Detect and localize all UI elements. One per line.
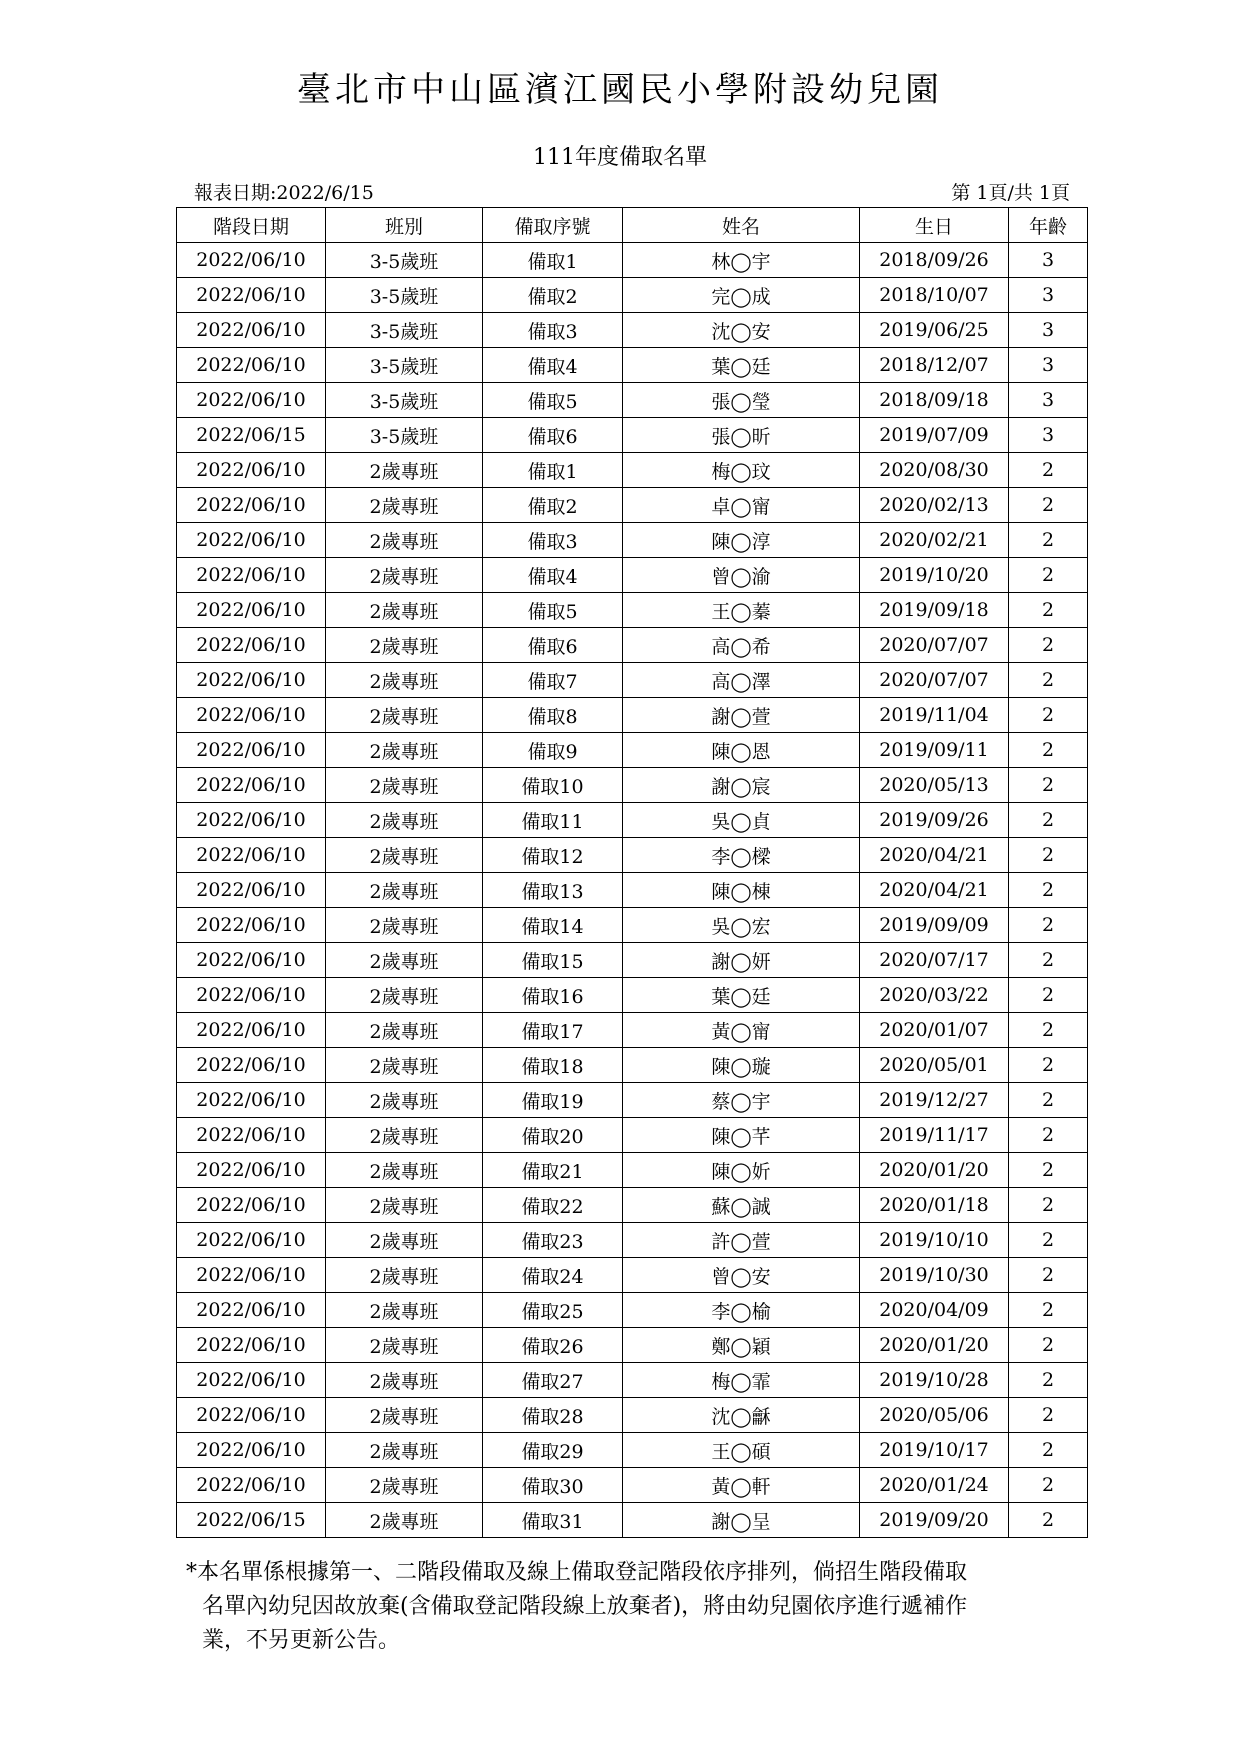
cell-name: 謝◯呈 [623,1503,860,1538]
table-row [177,278,1088,313]
cell-age: 2 [1009,1468,1088,1503]
cell-name: 曾◯渝 [623,558,860,593]
cell-name: 高◯希 [623,628,860,663]
table-row [177,943,1088,978]
table-row [177,663,1088,698]
cell-birthday: 2019/10/28 [860,1363,1009,1398]
cell-waitlist-no: 備取7 [483,663,623,698]
cell-age: 2 [1009,593,1088,628]
cell-stage-date: 2022/06/10 [177,1258,326,1293]
cell-birthday: 2020/01/24 [860,1468,1009,1503]
cell-stage-date: 2022/06/10 [177,663,326,698]
cell-waitlist-no: 備取23 [483,1223,623,1258]
cell-name: 葉◯廷 [623,978,860,1013]
cell-age: 2 [1009,1328,1088,1363]
col-header-name: 姓名 [623,208,860,243]
cell-name: 黃◯軒 [623,1468,860,1503]
table-row [177,1468,1088,1503]
cell-waitlist-no: 備取28 [483,1398,623,1433]
cell-birthday: 2020/01/07 [860,1013,1009,1048]
cell-name: 陳◯棟 [623,873,860,908]
cell-waitlist-no: 備取8 [483,698,623,733]
cell-stage-date: 2022/06/10 [177,1328,326,1363]
cell-name: 謝◯宸 [623,768,860,803]
cell-waitlist-no: 備取27 [483,1363,623,1398]
col-header-waitlist-no: 備取序號 [483,208,623,243]
cell-waitlist-no: 備取5 [483,383,623,418]
cell-name: 謝◯妍 [623,943,860,978]
cell-birthday: 2018/09/26 [860,243,1009,278]
cell-birthday: 2019/10/10 [860,1223,1009,1258]
cell-class: 2歲專班 [326,768,483,803]
cell-age: 3 [1009,348,1088,383]
cell-age: 2 [1009,1293,1088,1328]
cell-class: 2歲專班 [326,1118,483,1153]
cell-stage-date: 2022/06/10 [177,558,326,593]
cell-waitlist-no: 備取19 [483,1083,623,1118]
cell-birthday: 2019/09/20 [860,1503,1009,1538]
cell-stage-date: 2022/06/10 [177,278,326,313]
cell-name: 曾◯安 [623,1258,860,1293]
cell-stage-date: 2022/06/10 [177,978,326,1013]
cell-stage-date: 2022/06/10 [177,488,326,523]
cell-age: 2 [1009,733,1088,768]
table-row [177,1363,1088,1398]
cell-birthday: 2020/05/06 [860,1398,1009,1433]
table-row [177,1223,1088,1258]
cell-birthday: 2019/09/18 [860,593,1009,628]
cell-birthday: 2020/02/21 [860,523,1009,558]
cell-class: 2歲專班 [326,1293,483,1328]
cell-birthday: 2019/10/20 [860,558,1009,593]
cell-age: 2 [1009,1503,1088,1538]
cell-name: 梅◯玟 [623,453,860,488]
cell-name: 李◯樑 [623,838,860,873]
cell-name: 吳◯貞 [623,803,860,838]
cell-age: 2 [1009,1363,1088,1398]
cell-age: 2 [1009,803,1088,838]
cell-stage-date: 2022/06/10 [177,1013,326,1048]
cell-birthday: 2020/07/07 [860,628,1009,663]
cell-class: 2歲專班 [326,908,483,943]
cell-waitlist-no: 備取10 [483,768,623,803]
cell-age: 2 [1009,628,1088,663]
cell-waitlist-no: 備取29 [483,1433,623,1468]
cell-stage-date: 2022/06/10 [177,698,326,733]
cell-birthday: 2020/04/09 [860,1293,1009,1328]
cell-name: 林◯宇 [623,243,860,278]
table-row [177,1503,1088,1538]
cell-name: 許◯萱 [623,1223,860,1258]
cell-name: 張◯昕 [623,418,860,453]
cell-class: 2歲專班 [326,1188,483,1223]
cell-stage-date: 2022/06/10 [177,593,326,628]
cell-waitlist-no: 備取4 [483,558,623,593]
cell-class: 2歲專班 [326,873,483,908]
cell-class: 2歲專班 [326,663,483,698]
page-title: 臺北市中山區濱江國民小學附設幼兒園 [297,70,943,110]
col-header-birthday: 生日 [860,208,1009,243]
cell-age: 2 [1009,488,1088,523]
cell-stage-date: 2022/06/10 [177,733,326,768]
cell-class: 2歲專班 [326,1153,483,1188]
cell-stage-date: 2022/06/10 [177,313,326,348]
table-row [177,593,1088,628]
table-row [177,803,1088,838]
cell-stage-date: 2022/06/10 [177,1188,326,1223]
cell-birthday: 2020/01/18 [860,1188,1009,1223]
table-row [177,243,1088,278]
cell-birthday: 2019/10/17 [860,1433,1009,1468]
cell-waitlist-no: 備取1 [483,453,623,488]
table-row [177,768,1088,803]
cell-age: 3 [1009,243,1088,278]
table-row [177,873,1088,908]
cell-age: 3 [1009,383,1088,418]
cell-class: 2歲專班 [326,1398,483,1433]
table-row [177,1083,1088,1118]
cell-name: 陳◯淳 [623,523,860,558]
cell-stage-date: 2022/06/10 [177,1433,326,1468]
cell-waitlist-no: 備取26 [483,1328,623,1363]
footnote-line-3: 業，不另更新公告。 [202,1628,401,1653]
table-row [177,1048,1088,1083]
table-row [177,453,1088,488]
page-info: 第 1頁/共 1頁 [951,182,1070,204]
cell-waitlist-no: 備取18 [483,1048,623,1083]
table-row [177,1293,1088,1328]
cell-name: 梅◯霏 [623,1363,860,1398]
table-row [177,1153,1088,1188]
cell-age: 3 [1009,278,1088,313]
cell-waitlist-no: 備取2 [483,278,623,313]
cell-stage-date: 2022/06/10 [177,1048,326,1083]
table-row [177,908,1088,943]
cell-name: 卓◯甯 [623,488,860,523]
cell-age: 2 [1009,558,1088,593]
cell-class: 2歲專班 [326,698,483,733]
cell-waitlist-no: 備取14 [483,908,623,943]
cell-waitlist-no: 備取22 [483,1188,623,1223]
cell-name: 高◯澤 [623,663,860,698]
cell-waitlist-no: 備取3 [483,523,623,558]
table-row [177,383,1088,418]
cell-stage-date: 2022/06/10 [177,1363,326,1398]
cell-waitlist-no: 備取3 [483,313,623,348]
cell-stage-date: 2022/06/10 [177,1398,326,1433]
cell-age: 2 [1009,1188,1088,1223]
cell-waitlist-no: 備取15 [483,943,623,978]
cell-age: 2 [1009,1398,1088,1433]
cell-class: 3-5歲班 [326,348,483,383]
cell-age: 3 [1009,313,1088,348]
cell-birthday: 2020/03/22 [860,978,1009,1013]
cell-waitlist-no: 備取13 [483,873,623,908]
cell-age: 2 [1009,873,1088,908]
table-row [177,1188,1088,1223]
cell-name: 陳◯恩 [623,733,860,768]
cell-birthday: 2019/12/27 [860,1083,1009,1118]
cell-class: 2歲專班 [326,1328,483,1363]
table-row [177,418,1088,453]
cell-name: 王◯蓁 [623,593,860,628]
cell-class: 2歲專班 [326,1503,483,1538]
report-meta [194,178,1070,205]
report-date: 報表日期:2022/6/15 [194,182,374,204]
cell-birthday: 2019/10/30 [860,1258,1009,1293]
cell-stage-date: 2022/06/10 [177,1083,326,1118]
cell-birthday: 2020/01/20 [860,1153,1009,1188]
cell-waitlist-no: 備取6 [483,418,623,453]
cell-name: 完◯成 [623,278,860,313]
cell-age: 2 [1009,1083,1088,1118]
col-header-age: 年齡 [1009,208,1088,243]
cell-class: 3-5歲班 [326,418,483,453]
cell-class: 2歲專班 [326,1223,483,1258]
cell-stage-date: 2022/06/10 [177,453,326,488]
table-row [177,1398,1088,1433]
table-header-row [177,208,1088,243]
cell-age: 2 [1009,1433,1088,1468]
cell-age: 2 [1009,768,1088,803]
table-row [177,1118,1088,1153]
cell-age: 2 [1009,698,1088,733]
cell-waitlist-no: 備取11 [483,803,623,838]
cell-class: 2歲專班 [326,733,483,768]
cell-class: 2歲專班 [326,1013,483,1048]
cell-name: 陳◯璇 [623,1048,860,1083]
cell-stage-date: 2022/06/10 [177,803,326,838]
table-body [177,243,1088,1538]
cell-birthday: 2019/09/11 [860,733,1009,768]
cell-name: 陳◯妡 [623,1153,860,1188]
cell-name: 李◯榆 [623,1293,860,1328]
cell-class: 2歲專班 [326,1083,483,1118]
cell-class: 2歲專班 [326,1468,483,1503]
table-row [177,628,1088,663]
table-row [177,1328,1088,1363]
cell-birthday: 2018/10/07 [860,278,1009,313]
table-row [177,1013,1088,1048]
cell-age: 2 [1009,453,1088,488]
cell-class: 3-5歲班 [326,313,483,348]
cell-stage-date: 2022/06/10 [177,943,326,978]
cell-waitlist-no: 備取16 [483,978,623,1013]
cell-stage-date: 2022/06/10 [177,243,326,278]
cell-stage-date: 2022/06/10 [177,1153,326,1188]
cell-class: 2歲專班 [326,1258,483,1293]
table-row [177,523,1088,558]
cell-age: 2 [1009,943,1088,978]
table-row [177,348,1088,383]
cell-age: 3 [1009,418,1088,453]
cell-birthday: 2019/09/26 [860,803,1009,838]
cell-name: 沈◯安 [623,313,860,348]
cell-waitlist-no: 備取24 [483,1258,623,1293]
cell-waitlist-no: 備取12 [483,838,623,873]
cell-birthday: 2020/02/13 [860,488,1009,523]
cell-birthday: 2020/08/30 [860,453,1009,488]
cell-birthday: 2019/07/09 [860,418,1009,453]
cell-birthday: 2019/11/17 [860,1118,1009,1153]
table-row [177,733,1088,768]
cell-waitlist-no: 備取30 [483,1468,623,1503]
cell-stage-date: 2022/06/10 [177,838,326,873]
cell-name: 吳◯宏 [623,908,860,943]
cell-age: 2 [1009,523,1088,558]
table-row [177,978,1088,1013]
cell-name: 謝◯萱 [623,698,860,733]
table-row [177,1433,1088,1468]
footnote-line-1: *本名單係根據第一、二階段備取及線上備取登記階段依序排列，倘招生階段備取 [186,1560,968,1585]
cell-birthday: 2018/12/07 [860,348,1009,383]
cell-birthday: 2019/09/09 [860,908,1009,943]
cell-stage-date: 2022/06/10 [177,348,326,383]
cell-name: 鄭◯穎 [623,1328,860,1363]
cell-age: 2 [1009,1118,1088,1153]
cell-class: 2歲專班 [326,488,483,523]
page-subtitle: 111年度備取名單 [533,145,707,170]
cell-birthday: 2019/11/04 [860,698,1009,733]
cell-class: 2歲專班 [326,1433,483,1468]
cell-age: 2 [1009,838,1088,873]
col-header-stage-date: 階段日期 [177,208,326,243]
cell-age: 2 [1009,1048,1088,1083]
cell-waitlist-no: 備取20 [483,1118,623,1153]
table-row [177,838,1088,873]
cell-class: 2歲專班 [326,978,483,1013]
cell-stage-date: 2022/06/10 [177,1223,326,1258]
cell-birthday: 2020/07/17 [860,943,1009,978]
footnote-line-2: 名單內幼兒因故放棄(含備取登記階段線上放棄者)，將由幼兒園依序進行遞補作 [202,1594,968,1619]
table-row [177,488,1088,523]
cell-class: 2歲專班 [326,558,483,593]
cell-name: 蔡◯宇 [623,1083,860,1118]
cell-class: 3-5歲班 [326,278,483,313]
cell-birthday: 2020/05/01 [860,1048,1009,1083]
cell-stage-date: 2022/06/10 [177,873,326,908]
cell-age: 2 [1009,1153,1088,1188]
cell-name: 王◯碩 [623,1433,860,1468]
footnote [186,1556,1086,1658]
cell-stage-date: 2022/06/10 [177,383,326,418]
cell-waitlist-no: 備取17 [483,1013,623,1048]
cell-class: 2歲專班 [326,943,483,978]
table-row [177,1258,1088,1293]
cell-class: 2歲專班 [326,803,483,838]
cell-waitlist-no: 備取25 [483,1293,623,1328]
cell-class: 2歲專班 [326,628,483,663]
cell-birthday: 2020/04/21 [860,838,1009,873]
cell-waitlist-no: 備取1 [483,243,623,278]
cell-waitlist-no: 備取31 [483,1503,623,1538]
cell-waitlist-no: 備取21 [483,1153,623,1188]
cell-class: 2歲專班 [326,838,483,873]
cell-stage-date: 2022/06/15 [177,418,326,453]
waitlist-table [176,207,1088,1538]
cell-name: 黃◯甯 [623,1013,860,1048]
cell-name: 蘇◯誠 [623,1188,860,1223]
cell-class: 3-5歲班 [326,243,483,278]
cell-name: 葉◯廷 [623,348,860,383]
cell-waitlist-no: 備取9 [483,733,623,768]
cell-birthday: 2020/05/13 [860,768,1009,803]
cell-waitlist-no: 備取6 [483,628,623,663]
cell-birthday: 2020/07/07 [860,663,1009,698]
cell-waitlist-no: 備取2 [483,488,623,523]
cell-stage-date: 2022/06/10 [177,628,326,663]
cell-age: 2 [1009,663,1088,698]
cell-age: 2 [1009,1013,1088,1048]
cell-birthday: 2019/06/25 [860,313,1009,348]
cell-birthday: 2020/01/20 [860,1328,1009,1363]
cell-age: 2 [1009,978,1088,1013]
cell-waitlist-no: 備取4 [483,348,623,383]
cell-stage-date: 2022/06/10 [177,1118,326,1153]
cell-class: 3-5歲班 [326,383,483,418]
cell-stage-date: 2022/06/10 [177,908,326,943]
cell-age: 2 [1009,1258,1088,1293]
cell-age: 2 [1009,1223,1088,1258]
cell-name: 陳◯芊 [623,1118,860,1153]
cell-stage-date: 2022/06/10 [177,1468,326,1503]
cell-name: 沈◯龢 [623,1398,860,1433]
cell-birthday: 2018/09/18 [860,383,1009,418]
table-row [177,558,1088,593]
table-row [177,313,1088,348]
cell-class: 2歲專班 [326,523,483,558]
col-header-class: 班別 [326,208,483,243]
cell-stage-date: 2022/06/15 [177,1503,326,1538]
cell-class: 2歲專班 [326,593,483,628]
cell-class: 2歲專班 [326,1048,483,1083]
cell-stage-date: 2022/06/10 [177,768,326,803]
cell-class: 2歲專班 [326,1363,483,1398]
table-row [177,698,1088,733]
cell-class: 2歲專班 [326,453,483,488]
cell-stage-date: 2022/06/10 [177,523,326,558]
cell-age: 2 [1009,908,1088,943]
cell-waitlist-no: 備取5 [483,593,623,628]
cell-stage-date: 2022/06/10 [177,1293,326,1328]
cell-birthday: 2020/04/21 [860,873,1009,908]
cell-name: 張◯瑩 [623,383,860,418]
